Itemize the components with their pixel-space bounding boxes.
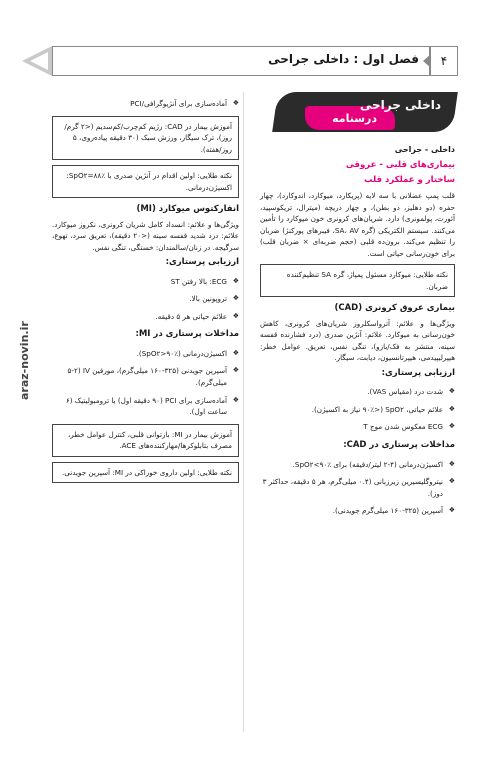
interventions-heading: مداخلات پرستاری در CAD: <box>343 439 455 450</box>
list-item: ❖ نیتروگلیسیرین زیرزبانی (۰.۴ میلی‌گرم، هر ۵ دقیقه، حداکثر ۳ دوز). <box>260 476 455 499</box>
section-heading: داخلی - جراحی <box>394 145 455 154</box>
patient-education-box: آموزش بیمار در CAD: رژیم کم‌چرب/کم‌سدیم (<۲ گرم/روز)، ترک سیگار، ورزش سبک (۳۰ دقیقه پیاده‌روی، ۵ روز/هفته). <box>52 116 239 161</box>
page-header <box>22 46 458 76</box>
list-item: ❖ اکسیژن‌درمانی (SpO۲>۹۰٪). <box>52 348 239 360</box>
list-item: ❖ آسپرین (۳۲۵-۱۶۰ میلی‌گرم جویدنی). <box>260 505 455 517</box>
right-column <box>260 92 455 523</box>
interventions-heading: مداخلات پرستاری در MI: <box>135 329 239 340</box>
assessment-heading: ارزیابی پرستاری: <box>381 367 455 378</box>
assessment-heading: ارزیابی پرستاری: <box>165 257 239 268</box>
patient-education-box: آموزش بیمار در MI: بازتوانی قلبی، کنترل عوامل خطر، مصرف بتابلوکرها/مهارکننده‌های ACE. <box>52 424 239 457</box>
paragraph: ویژگی‌ها و علائم: آترواسکلروز شریان‌های کرونری، کاهش خون‌رسانی به میوکارد. علائم: آنژین صدری (درد فشارنده قفسه سینه، منتشر به فک/بازو)، تنگی نفس، تعریق. عوامل خطر: هیپرلیپیدمی، هیپرتانسیون، دیابت، سیگار. <box>260 318 455 363</box>
list-item: ❖ ECG معکوس شدن موج T <box>260 421 455 433</box>
left-column <box>52 92 239 488</box>
golden-tip-box: نکته طلایی: میوکارد مسئول پمپاژ، گره SA تنظیم‌کننده ضربان. <box>260 264 455 297</box>
list-item: ❖ تروپونین بالا. <box>52 293 239 305</box>
list-item: ❖ ECG: بالا رفتن ST <box>52 276 239 288</box>
section-subheading: بیماری‌های قلبی - عروقی <box>345 159 455 170</box>
list-item: ❖ اکسیژن‌درمانی (۴-۲ لیتر/دقیقه) برای SpO۲<۹۰٪. <box>260 459 455 471</box>
topic-heading: بیماری عروق کرونری (CAD) <box>334 303 455 314</box>
golden-tip-box: نکته طلایی: اولین اقدام در آنژین صدری با SpO۲=۸۸٪: اکسیژن‌درمانی. <box>52 165 239 198</box>
golden-tip-box: نکته طلایی: اولین داروی خوراکی در MI: آسپرین جویدنی. <box>52 462 239 484</box>
list-item: ❖ آماده‌سازی برای PCI (۹۰ دقیقه اول) یا ترومبولیتیک (۶ ساعت اول). <box>52 395 239 418</box>
badge-subtitle: درسنامه <box>332 112 377 125</box>
topic-heading: ساختار و عملکرد قلب <box>364 175 455 186</box>
chapter-title: فصل اول : داخلی جراحی <box>268 52 419 66</box>
watermark-url: araz-novin.ir <box>18 321 31 400</box>
topic-heading: انفارکتوس میوکارد (MI) <box>136 204 239 215</box>
list-item: ❖ شدت درد (مقیاس VAS). <box>260 386 455 398</box>
page-number: ۴ <box>430 46 458 76</box>
badge-title: داخلی جراحی <box>359 98 441 112</box>
list-item: ❖ علائم حیاتی هر ۵ دقیقه. <box>52 311 239 323</box>
list-item: ❖ علائم حیاتی، SpO۲ (<۹۰٪ نیاز به اکسیژن). <box>260 404 455 416</box>
list-item: ❖ آماده‌سازی برای آنژیوگرافی/PCI <box>52 98 239 110</box>
header-bar <box>52 46 430 76</box>
paragraph: ویژگی‌ها و علائم: انسداد کامل شریان کرونری، نکروز میوکارد. علائم: درد شدید قفسه سینه (<۲۰ دقیقه)، تعریق سرد، تهوع، سرگیجه. در زنان/سالمندان: خستگی، تنگی نفس. <box>52 219 239 252</box>
list-item: ❖ آسپرین جویدنی (۳۲۵-۱۶۰ میلی‌گرم)، مورفین IV (۵-۲ میلی‌گرم). <box>52 365 239 388</box>
header-arrow-inner <box>30 52 48 70</box>
column-divider <box>243 92 244 732</box>
paragraph: قلب پمپ عضلانی با سه لایه (پریکارد، میوکارد، اندوکارد)، چهار حفره (دو دهلیز، دو بطن)، و چهار دریچه (میترال، تریکوسپید، آئورت، پولمونری) دارد. شریان‌های کرونری خون میوکارد را تأمین می‌کنند. سیستم الکتریکی (گره SA، AV، فیبرهای پورکنژ) ضربان را تنظیم می‌کند. برون‌ده قلبی (حجم ضربه‌ای × ضربان قلب) برای خون‌رسانی حیاتی است. <box>260 190 456 258</box>
section-badge <box>260 92 455 140</box>
